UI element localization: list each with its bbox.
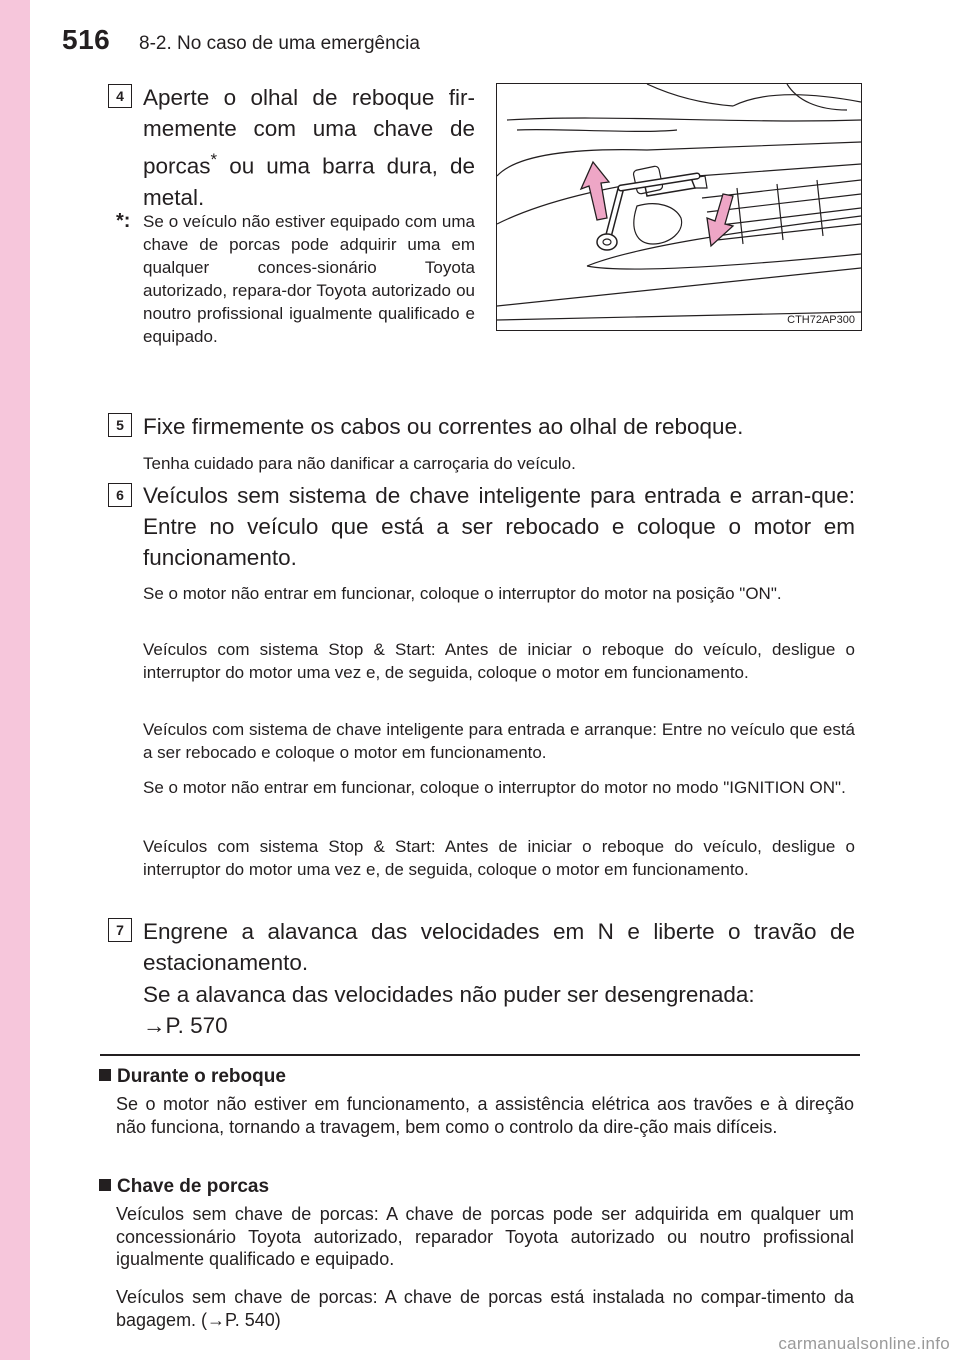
- square-bullet-icon: [99, 1069, 111, 1081]
- tow-eyelet-illustration: [496, 83, 862, 331]
- note-lug-wrench-text-2: Veículos sem chave de porcas: A chave de porcas está instalada no compar-timento da bagagem. (→P. 540): [116, 1287, 854, 1330]
- note-lug-wrench-text-1: Veículos sem chave de porcas: A chave de porcas pode ser adquirida em qualquer um concessionário Toyota autorizado, reparador Toyota autorizado ou noutro profissional igualmente qualificado e equipado.: [116, 1204, 854, 1269]
- note-heading-lug-wrench: Chave de porcas: [99, 1176, 269, 1198]
- step-6-sub-3: Veículos com sistema de chave inteligente para entrada e arranque: Entre no veículo que está a ser rebocado e coloque o motor em funcionamento.: [143, 720, 855, 762]
- footnote-marker: *:: [116, 210, 131, 232]
- note-towing-text: Se o motor não estiver em funcionamento, a assistência elétrica aos travões e à direção não funciona, tornando a travagem, bem como o controlo da dire-ção mais difíceis.: [116, 1094, 854, 1137]
- watermark: carmanualsonline.info: [778, 1334, 950, 1353]
- step-6-sub-1: Se o motor não entrar em funcionar, coloque o interruptor do motor na posição "ON".: [143, 584, 782, 603]
- step-5-text: Fixe firmemente os cabos ou correntes ao olhal de reboque.: [143, 414, 744, 439]
- page-reference-link[interactable]: →P. 570: [143, 1013, 228, 1038]
- step-number-6: 6: [108, 483, 132, 507]
- step-5-sub: Tenha cuidado para não danificar a carroçaria do veículo.: [143, 454, 576, 473]
- step-7-text: Engrene a alavanca das velocidades em N e liberte o travão de estacionamento.: [143, 919, 855, 975]
- section-divider: [100, 1054, 860, 1056]
- note-heading-towing: Durante o reboque: [99, 1066, 286, 1088]
- chapter-title: 8-2. No caso de uma emergência: [139, 33, 420, 54]
- step-7-line2: Se a alavanca das velocidades não puder ser desengrenada:: [143, 982, 755, 1007]
- square-bullet-icon: [99, 1179, 111, 1191]
- step-6-text: Veículos sem sistema de chave inteligente para entrada e arran-que: Entre no veículo que está a ser rebocado e coloque o motor em funcionamento.: [143, 483, 855, 570]
- figure-code: CTH72AP300: [787, 314, 855, 326]
- step-6-sub-4: Se o motor não entrar em funcionar, coloque o interruptor do motor no modo "IGNITION ON".: [143, 778, 846, 797]
- step-6-sub-2: Veículos com sistema Stop & Start: Antes de iniciar o reboque do veículo, desligue o interruptor do motor uma vez e, de seguida, coloque o motor em funcionamento.: [143, 640, 855, 682]
- step-4-text: Aperte o olhal de reboque fir-memente com uma chave de porcas* ou uma barra dura, de metal.: [143, 85, 475, 210]
- step-number-4: 4: [108, 84, 132, 108]
- side-color-band: [0, 0, 30, 1360]
- step-number-7: 7: [108, 918, 132, 942]
- bumper-drawing: [497, 84, 861, 330]
- footnote-text: Se o veículo não estiver equipado com uma chave de porcas pode adquirir uma em qualquer conces-sionário Toyota autorizado, repara-dor Toyota autorizado ou noutro profissional igualmente qualificado e equipado.: [143, 212, 475, 346]
- step-number-5: 5: [108, 413, 132, 437]
- page-number: 516: [62, 24, 111, 55]
- step-6-sub-5: Veículos com sistema Stop & Start: Antes de iniciar o reboque do veículo, desligue o interruptor do motor uma vez e, de seguida, coloque o motor em funcionamento.: [143, 837, 855, 879]
